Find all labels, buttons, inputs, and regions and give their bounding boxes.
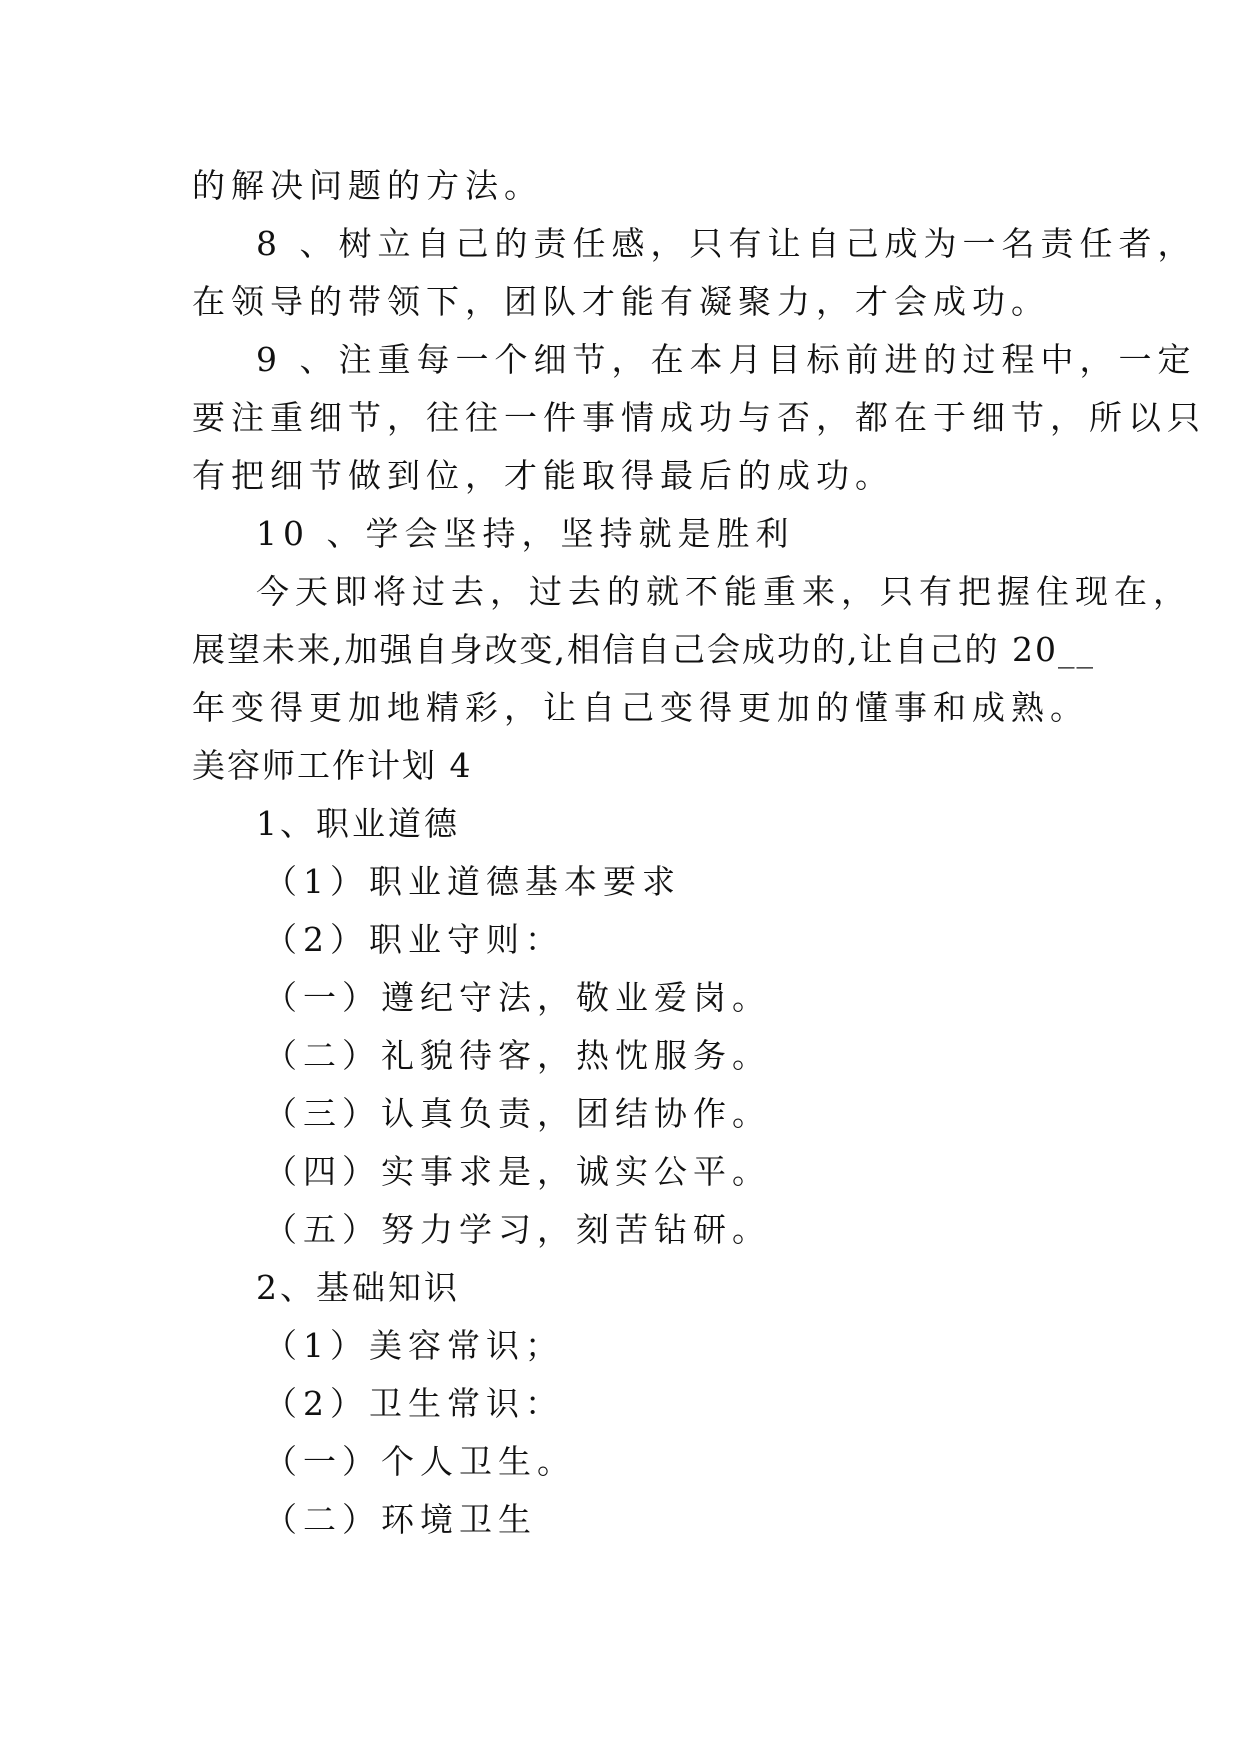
subsection-item: （1）美容常识；: [264, 1326, 564, 1365]
section-heading: 2、基础知识: [256, 1268, 460, 1307]
subsection-item: （1）职业道德基本要求: [264, 862, 681, 901]
subsection-item: （2）职业守则：: [264, 920, 564, 959]
paragraph-line: 在领导的带领下，团队才能有凝聚力，才会成功。: [192, 282, 1050, 321]
paragraph-line: 有把细节做到位，才能取得最后的成功。: [192, 456, 894, 495]
paragraph-line: 的解决问题的方法。: [192, 166, 543, 205]
section-heading: 1、职业道德: [256, 804, 460, 843]
list-item: （四）实事求是，诚实公平。: [264, 1152, 771, 1191]
paragraph-line: 要注重细节，往往一件事情成功与否，都在于细节，所以只: [192, 398, 1206, 437]
list-item: （三）认真负责，团结协作。: [264, 1094, 771, 1133]
list-item: （二）环境卫生: [264, 1500, 537, 1539]
list-item: （一）个人卫生。: [264, 1442, 576, 1481]
paragraph-line: 年变得更加地精彩，让自己变得更加的懂事和成熟。: [192, 688, 1089, 727]
list-item-9: 9 、注重每一个细节，在本月目标前进的过程中，一定: [256, 340, 1197, 379]
paragraph-line: 展望未来,加强自身改变,相信自己会成功的,让自己的 20__: [192, 630, 1095, 669]
list-item: （五）努力学习，刻苦钻研。: [264, 1210, 771, 1249]
list-item-10: 10 、学会坚持，坚持就是胜利: [256, 514, 795, 553]
list-item: （二）礼貌待客，热忱服务。: [264, 1036, 771, 1075]
list-item: （一）遵纪守法，敬业爱岗。: [264, 978, 771, 1017]
paragraph-line: 今天即将过去，过去的就不能重来，只有把握住现在，: [256, 572, 1192, 611]
section-title: 美容师工作计划 4: [192, 746, 473, 785]
list-item-8: 8 、树立自己的责任感，只有让自己成为一名责任者，: [256, 224, 1197, 263]
subsection-item: （2）卫生常识：: [264, 1384, 564, 1423]
